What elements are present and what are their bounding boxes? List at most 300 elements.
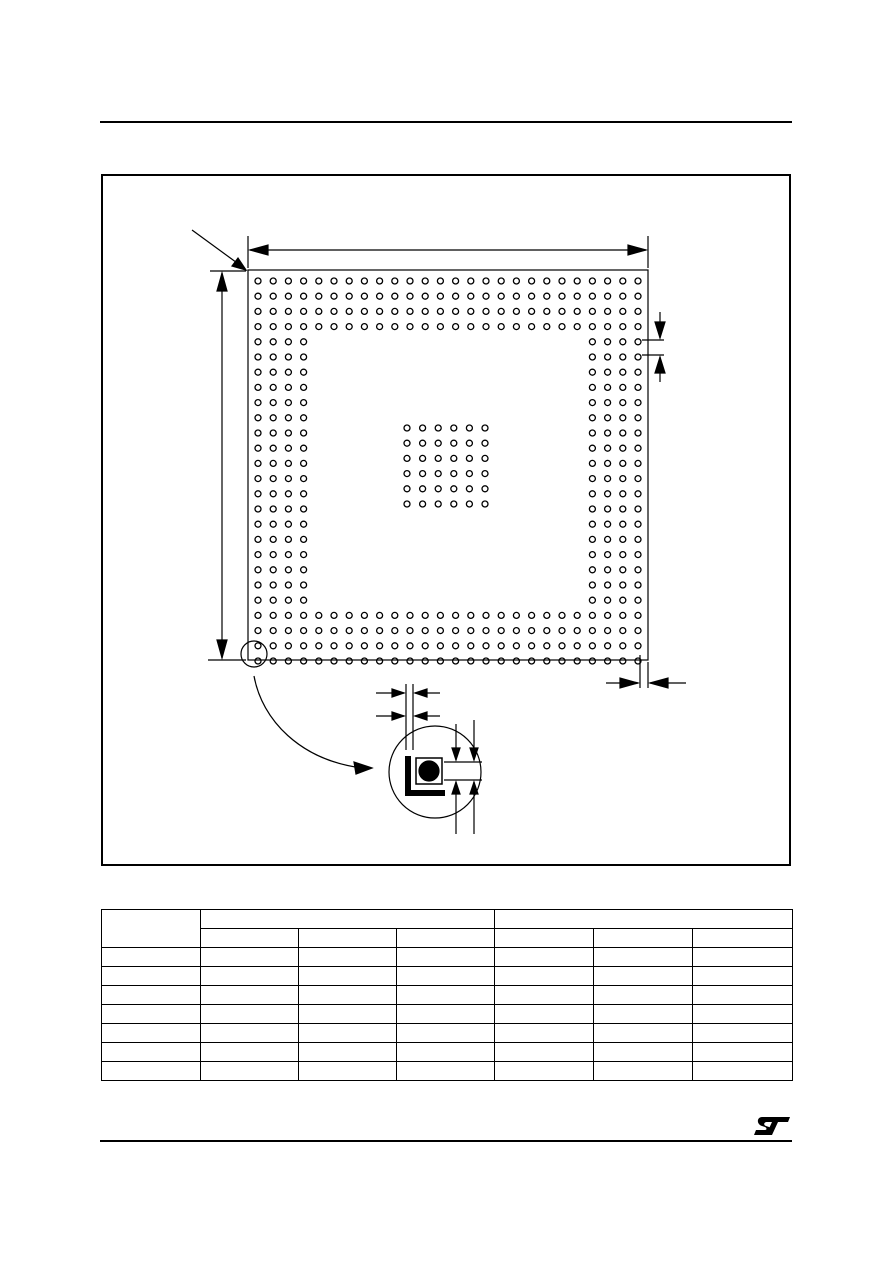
ball [407,308,413,314]
ball [437,293,443,299]
width-arrow-right [628,245,646,255]
ball [285,643,291,649]
ball [451,471,457,477]
ball [316,278,322,284]
ball [620,324,626,330]
ball [301,430,307,436]
ball-grid [255,278,641,664]
ball [316,658,322,664]
ball [285,658,291,664]
ball [620,278,626,284]
ball [468,643,474,649]
ball [420,425,426,431]
ball [346,308,352,314]
ball [453,643,459,649]
ball [635,445,641,451]
table-cell [693,1062,793,1081]
ball [437,658,443,664]
ball [574,293,580,299]
ball [635,384,641,390]
ball [529,658,535,664]
ball [559,643,565,649]
table-cell [495,967,594,986]
ball [451,440,457,446]
ball [422,628,428,634]
ball [270,552,276,558]
table-cell [102,1062,201,1081]
ball [589,369,595,375]
ball [404,471,410,477]
ball [301,400,307,406]
ball [635,278,641,284]
ball [635,582,641,588]
ball [529,324,535,330]
ball [468,324,474,330]
ball [605,658,611,664]
ball [605,369,611,375]
ball [285,582,291,588]
ball [453,324,459,330]
table-cell [102,1043,201,1062]
ball [468,293,474,299]
table-cell [201,1062,299,1081]
ball [361,643,367,649]
ball [620,582,626,588]
ball [589,491,595,497]
ball [270,324,276,330]
table-cell [594,986,693,1005]
ball [301,521,307,527]
ball [346,324,352,330]
ball [605,324,611,330]
ball [498,278,504,284]
ball [316,643,322,649]
ball [605,430,611,436]
ball [420,501,426,507]
table-cell [397,986,495,1005]
ball [498,658,504,664]
ball [422,278,428,284]
ball [589,400,595,406]
ball [544,612,550,618]
ball [285,491,291,497]
ball [270,445,276,451]
ball [270,476,276,482]
ball [301,339,307,345]
ball [529,612,535,618]
ball [498,612,504,618]
ball [589,293,595,299]
ball [483,324,489,330]
ball [574,628,580,634]
ball [589,536,595,542]
table-cell [102,1024,201,1043]
table-cell [594,948,693,967]
ball [544,643,550,649]
ball [361,628,367,634]
ball [483,308,489,314]
ball [285,521,291,527]
ball [574,278,580,284]
ball [635,339,641,345]
ball [620,293,626,299]
ball [589,552,595,558]
table-cell [397,1005,495,1024]
ball [377,278,383,284]
table-cell [201,1043,299,1062]
ball [285,293,291,299]
ball [635,369,641,375]
ball [482,425,488,431]
ball [285,612,291,618]
table-cell [397,1043,495,1062]
ball [453,308,459,314]
ball [589,506,595,512]
ball [483,612,489,618]
ball [437,643,443,649]
ball [270,491,276,497]
ball [589,339,595,345]
ball [255,278,261,284]
ball [574,308,580,314]
ball [285,476,291,482]
ball [605,445,611,451]
ball [316,612,322,618]
table-cell [102,986,201,1005]
ball [285,308,291,314]
ball [635,612,641,618]
ball [270,339,276,345]
ball [589,308,595,314]
ball [620,628,626,634]
ball [285,278,291,284]
table-cell [693,967,793,986]
table-cell [102,1005,201,1024]
ball [482,455,488,461]
ball [316,324,322,330]
ball [635,308,641,314]
ball [513,278,519,284]
ball [301,567,307,573]
ball [544,628,550,634]
ball [301,384,307,390]
ball [392,278,398,284]
table-subheader-cell [299,929,397,948]
table-cell [495,1043,594,1062]
ball [589,324,595,330]
ball [255,612,261,618]
ball [270,597,276,603]
ball [270,643,276,649]
ball [589,582,595,588]
ball [392,293,398,299]
ball [482,501,488,507]
ball [270,384,276,390]
package-outline [248,270,648,660]
ball [377,293,383,299]
ball [255,445,261,451]
ball [301,369,307,375]
table-cell [201,948,299,967]
detail-marker-circle [241,641,267,667]
ball [270,354,276,360]
ball [635,354,641,360]
table-cell [201,1005,299,1024]
table-cell [397,967,495,986]
ball [559,278,565,284]
ball [635,521,641,527]
table-cell [299,986,397,1005]
ball [529,643,535,649]
ball [437,628,443,634]
ball [435,440,441,446]
ball [255,476,261,482]
ball [544,324,550,330]
ball [301,415,307,421]
ball [451,425,457,431]
ball [635,643,641,649]
ball [620,476,626,482]
ball [392,643,398,649]
table-cell [693,1024,793,1043]
ball [635,400,641,406]
ball [285,369,291,375]
ball [301,628,307,634]
ball [513,293,519,299]
ball [301,445,307,451]
ball [435,471,441,477]
ball [346,278,352,284]
ball [422,612,428,618]
table-subheader-cell [495,929,594,948]
detail-ball [419,761,439,781]
ball [285,460,291,466]
ball [498,324,504,330]
ball [605,293,611,299]
ball [605,384,611,390]
ball [301,293,307,299]
ball [589,354,595,360]
ball [437,278,443,284]
ball [392,324,398,330]
ball [483,293,489,299]
ball [270,278,276,284]
ball [605,415,611,421]
ball [605,536,611,542]
table-subheader-cell [201,929,299,948]
ball [346,612,352,618]
table-cell [495,1005,594,1024]
ball [620,506,626,512]
ball [285,430,291,436]
ball [301,612,307,618]
ball [331,308,337,314]
ball [270,506,276,512]
ball [407,658,413,664]
height-arrow-top [217,273,227,291]
ball [361,324,367,330]
ball [589,476,595,482]
table-cell [201,1024,299,1043]
ball [605,476,611,482]
ball [589,567,595,573]
ball [466,471,472,477]
table-cell [102,948,201,967]
table-row [102,1024,793,1043]
ball [483,628,489,634]
ball [404,440,410,446]
table-cell [299,1005,397,1024]
ball [270,460,276,466]
ball [635,293,641,299]
table-row [102,986,793,1005]
table-cell [594,1062,693,1081]
ball [529,278,535,284]
ball [316,293,322,299]
ball [635,536,641,542]
ball [620,400,626,406]
ball [620,430,626,436]
ball [422,308,428,314]
ball [404,486,410,492]
ball [620,369,626,375]
ball [331,293,337,299]
ball [620,552,626,558]
ball [605,308,611,314]
ball [407,643,413,649]
ball [620,339,626,345]
ball [451,455,457,461]
ball [301,460,307,466]
ball [270,369,276,375]
ball [498,628,504,634]
ball [407,293,413,299]
ball [635,491,641,497]
ball [574,658,580,664]
height-arrow-bottom [217,640,227,658]
ball [635,324,641,330]
ball [331,643,337,649]
ball [270,415,276,421]
table-cell [594,1024,693,1043]
ball [589,278,595,284]
ball [404,425,410,431]
ball [620,658,626,664]
ball [513,643,519,649]
ball [255,415,261,421]
ball [407,628,413,634]
ball [255,369,261,375]
ball [346,628,352,634]
table-cell [693,948,793,967]
ball [529,293,535,299]
ball [453,658,459,664]
ball [483,643,489,649]
footer-rule [100,1140,792,1142]
ball [331,324,337,330]
ball [559,324,565,330]
ball [407,324,413,330]
ball [422,643,428,649]
detail-leader-curve [254,676,362,768]
ball [301,308,307,314]
ball [301,552,307,558]
ball [420,471,426,477]
ball [589,415,595,421]
ball [301,354,307,360]
ball [285,445,291,451]
ball [270,567,276,573]
ball [620,536,626,542]
ball [285,339,291,345]
ball [620,384,626,390]
ball [605,612,611,618]
table-header-row [102,910,793,929]
ball [255,400,261,406]
ball [635,597,641,603]
ball [605,400,611,406]
ball [605,521,611,527]
ball [605,643,611,649]
table-cell [693,986,793,1005]
ball [529,628,535,634]
ball [255,430,261,436]
ball [407,612,413,618]
ball [377,324,383,330]
ball [407,278,413,284]
ball [377,628,383,634]
table-cell [495,986,594,1005]
ball [589,658,595,664]
ball [513,628,519,634]
ball [574,324,580,330]
table-body [102,948,793,1081]
ball [301,491,307,497]
table-cell [495,1062,594,1081]
ball [301,324,307,330]
ball [270,612,276,618]
ball [605,506,611,512]
ball [392,628,398,634]
ball [255,308,261,314]
table-subheader-row [102,929,793,948]
ball [301,597,307,603]
ball [285,354,291,360]
ball [270,521,276,527]
ball [316,628,322,634]
ball [361,308,367,314]
table-cell [594,967,693,986]
ball [559,308,565,314]
ball [255,491,261,497]
a1-pointer-head [232,258,246,270]
ball [468,308,474,314]
ball [605,354,611,360]
table-header-dim [102,910,201,948]
ball [301,582,307,588]
table-row [102,967,793,986]
ball [589,460,595,466]
ball [285,597,291,603]
ball [605,339,611,345]
ball [483,658,489,664]
ball [589,643,595,649]
ball [361,612,367,618]
ball [468,278,474,284]
table-header-group-1 [201,910,495,929]
ball [270,658,276,664]
ball [270,293,276,299]
